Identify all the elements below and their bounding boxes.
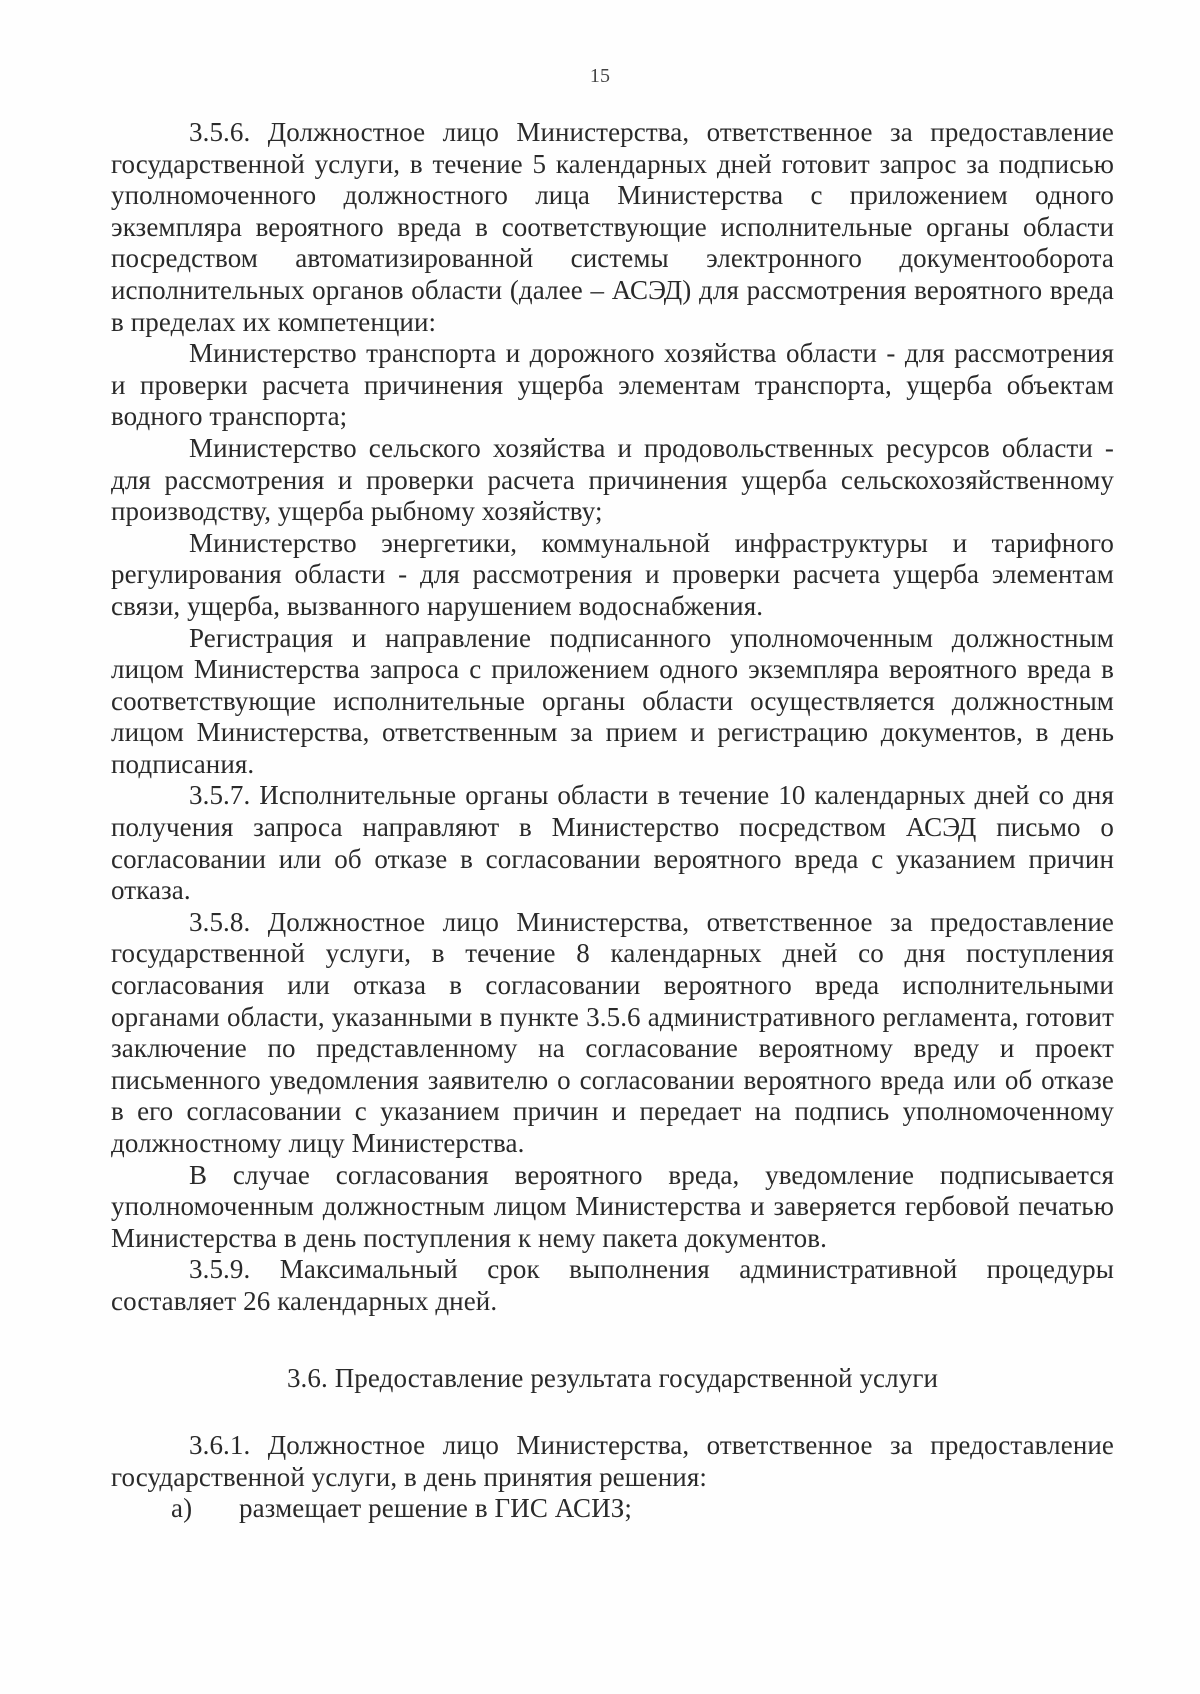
paragraph-3-5-9: 3.5.9. Максимальный срок выполнения административной процедуры составляет 26 календарных дней. (111, 1254, 1114, 1316)
paragraph-3-5-7: 3.5.7. Исполнительные органы области в течение 10 календарных дней со дня получения запроса направляют в Министерство посредством АСЭД письмо о согласовании или об отказе в согласовании вероятного вреда с указанием причин отказа. (111, 780, 1114, 906)
paragraph-registration: Регистрация и направление подписанного уполномоченным должностным лицом Министерства запроса с приложением одного экземпляра вероятного вреда в соответствующие исполнительные органы области осуществляется должностным лицом Министерства, ответственным за прием и регистрацию документов, в день подписания. (111, 622, 1114, 779)
paragraph-3-6-1: 3.6.1. Должностное лицо Министерства, ответственное за предоставление государственной услуги, в день принятия решения: (111, 1430, 1114, 1492)
page-number: 15 (589, 65, 611, 87)
list-marker-a: а) (171, 1493, 193, 1524)
paragraph-ministry-transport: Министерство транспорта и дорожного хозяйства области - для рассмотрения и проверки расчета причинения ущерба элементам транспорта, ущерба объектам водного транспорта; (111, 338, 1114, 432)
document-body (111, 117, 1114, 1525)
list-item-a-text: размещает решение в ГИС АСИЗ; (239, 1493, 632, 1524)
list-item-a (111, 1493, 1114, 1525)
paragraph-3-5-6: 3.5.6. Должностное лицо Министерства, ответственное за предоставление государственной услуги, в течение 5 календарных дней готовит запрос за подписью уполномоченного должностного лица Министерства с приложением одного экземпляра вероятного вреда в соответствующие исполнительные органы области посредством автоматизированной системы электронного документооборота исполнительных органов области (далее – АСЭД) для рассмотрения вероятного вреда в пределах их компетенции: (111, 117, 1114, 337)
paragraph-3-5-8: 3.5.8. Должностное лицо Министерства, ответственное за предоставление государственной услуги, в течение 8 календарных дней со дня поступления согласования или отказа в согласовании вероятного вреда исполнительными органами области, указанными в пункте 3.5.6 административного регламента, готовит заключение по представленному на согласование вероятному вреду и проект письменного уведомления заявителю о согласовании вероятного вреда или об отказе в его согласовании с указанием причин и передает на подпись уполномоченному должностному лицу Министерства. (111, 906, 1114, 1158)
paragraph-ministry-agriculture: Министерство сельского хозяйства и продовольственных ресурсов области - для рассмотрения и проверки расчета причинения ущерба сельскохозяйственному производству, ущерба рыбному хозяйству; (111, 432, 1114, 527)
section-heading-3-6: 3.6. Предоставление результата государственной услуги (286, 1362, 939, 1393)
paragraph-approval-notice: В случае согласования вероятного вреда, уведомление подписывается уполномоченным должностным лицом Министерства и заверяется гербовой печатью Министерства в день поступления к нему пакета документов. (111, 1159, 1114, 1253)
paragraph-ministry-energy: Министерство энергетики, коммунальной инфраструктуры и тарифного регулирования области - для рассмотрения и проверки расчета ущерба элементам связи, ущерба, вызванного нарушением водоснабжения. (111, 527, 1114, 621)
